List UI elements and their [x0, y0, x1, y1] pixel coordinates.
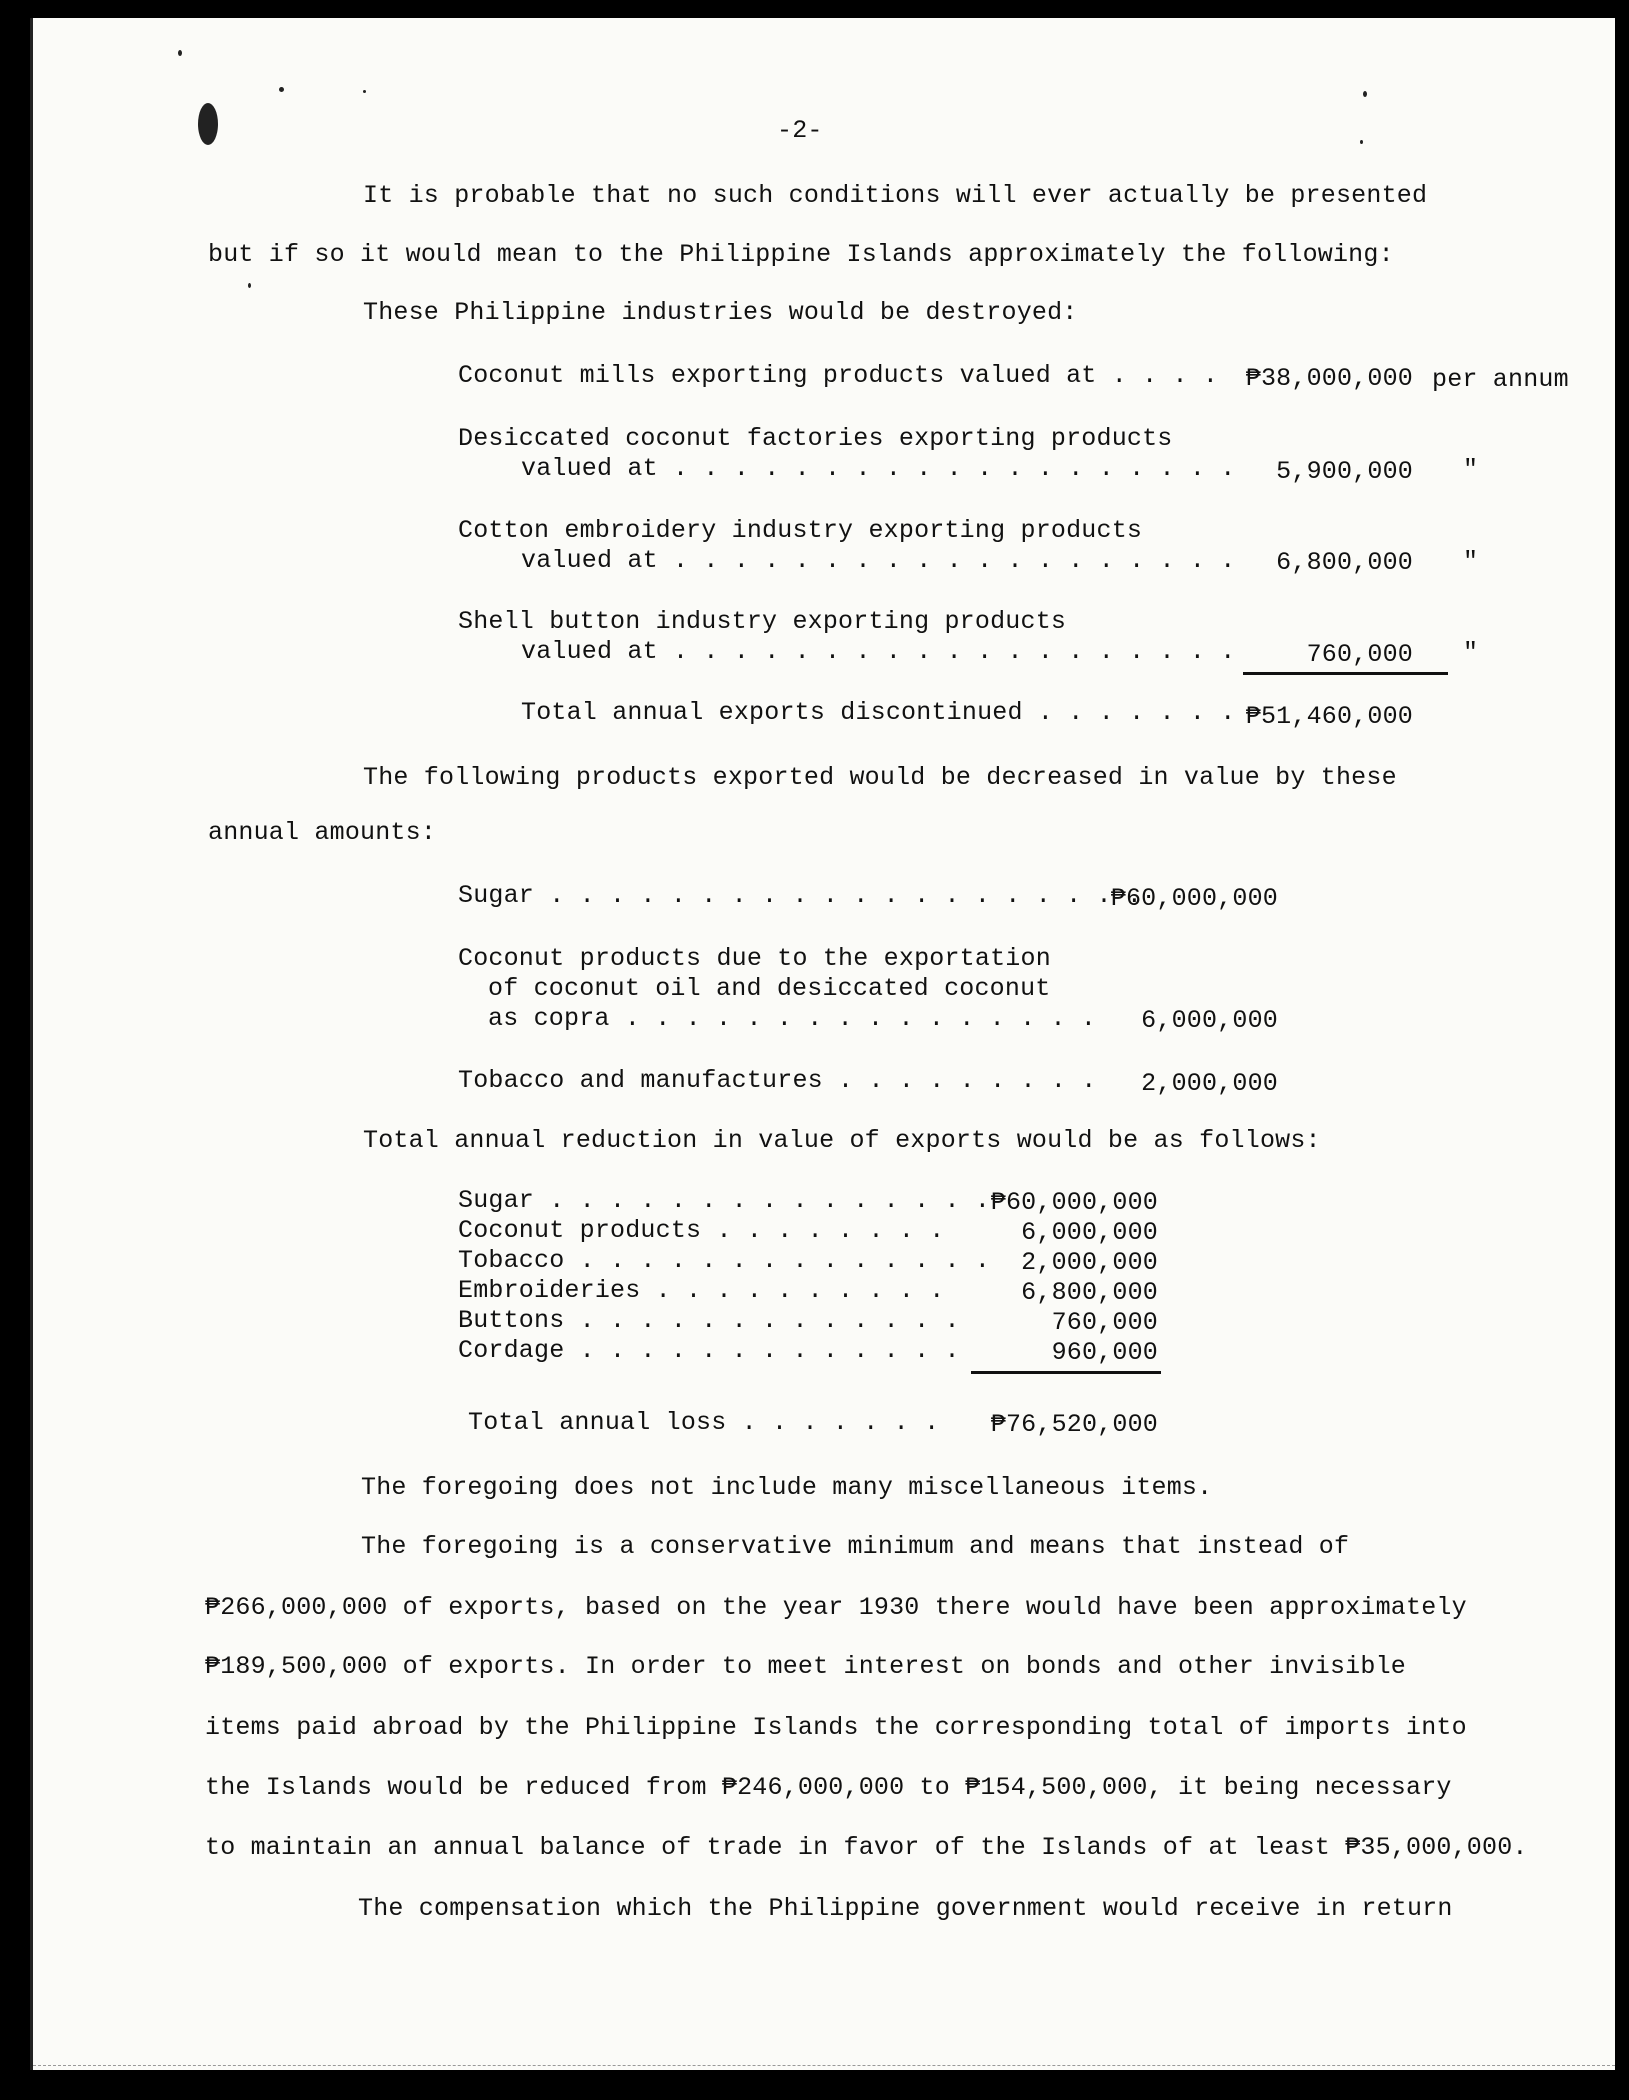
list-item-continuation: valued at . . . . . . . . . . . . . . . . . . . — [521, 454, 1236, 483]
paragraph-line: annual amounts: — [208, 818, 437, 847]
table-value: 960,000 — [1051, 1338, 1158, 1367]
paragraph-line: The following products exported would be decreased in value by these — [363, 763, 1397, 792]
sum-rule — [971, 1371, 1161, 1374]
ditto-mark: " — [1463, 638, 1479, 667]
ditto-mark: " — [1463, 547, 1479, 576]
table-value: 6,800,000 — [1021, 1278, 1158, 1307]
table-value: 6,000,000 — [1021, 1218, 1158, 1247]
paragraph-line: The compensation which the Philippine government would receive in return — [358, 1894, 1453, 1923]
total-value: ₱51,460,000 — [1245, 702, 1413, 731]
list-item-value: 2,000,000 — [1141, 1069, 1278, 1098]
total-value: ₱76,520,000 — [990, 1410, 1158, 1439]
table-row: Sugar . . . . . . . . . . . . . . . — [458, 1186, 991, 1215]
table-value: 760,000 — [1051, 1308, 1158, 1337]
list-item-continuation: valued at . . . . . . . . . . . . . . . . . . . — [521, 637, 1236, 666]
list-item-value: 6,800,000 — [1276, 548, 1413, 577]
list-item-value: ₱38,000,000 — [1245, 364, 1413, 393]
list-item: Desiccated coconut factories exporting products — [458, 424, 1173, 453]
ink-speck — [248, 283, 251, 288]
list-item-continuation: valued at . . . . . . . . . . . . . . . . . . . — [521, 546, 1236, 575]
page-edge — [33, 2065, 1615, 2070]
list-item-unit: per annum — [1432, 365, 1569, 394]
paragraph-line: the Islands would be reduced from ₱246,000,000 to ₱154,500,000, it being necessary — [205, 1773, 1452, 1802]
section-heading: Total annual reduction in value of exports would be as follows: — [363, 1126, 1321, 1155]
paragraph-line: ₱266,000,000 of exports, based on the year 1930 there would have been approximately — [205, 1593, 1467, 1622]
sum-rule — [1243, 672, 1448, 675]
table-row: Cordage . . . . . . . . . . . . . — [458, 1336, 960, 1365]
total-label: Total annual loss . . . . . . . — [468, 1408, 940, 1437]
total-label: Total annual exports discontinued . . . . . . . — [521, 698, 1236, 727]
table-row: Coconut products . . . . . . . . — [458, 1216, 945, 1245]
table-row: Embroideries . . . . . . . . . . — [458, 1276, 945, 1305]
paragraph-line: The foregoing is a conservative minimum and means that instead of — [361, 1532, 1350, 1561]
paragraph-line: ₱189,500,000 of exports. In order to meet interest on bonds and other invisible — [205, 1652, 1406, 1681]
list-item: Cotton embroidery industry exporting products — [458, 516, 1143, 545]
table-value: ₱60,000,000 — [990, 1188, 1158, 1217]
list-item-continuation: as copra . . . . . . . . . . . . . . . . — [488, 1004, 1097, 1033]
paragraph-line: to maintain an annual balance of trade in favor of the Islands of at least ₱35,000,000. — [205, 1833, 1528, 1862]
ink-speck — [1363, 91, 1367, 97]
paragraph-line: The foregoing does not include many miscellaneous items. — [361, 1473, 1213, 1502]
ink-speck — [363, 90, 366, 93]
list-item: Coconut products due to the exportation — [458, 944, 1051, 973]
list-item-value: 6,000,000 — [1141, 1006, 1278, 1035]
list-item-value: ₱60,000,000 — [1110, 884, 1278, 913]
list-item: Shell button industry exporting products — [458, 607, 1067, 636]
ink-speck — [1360, 140, 1363, 144]
table-row: Buttons . . . . . . . . . . . . . — [458, 1306, 960, 1335]
paragraph-line: but if so it would mean to the Philippine Islands approximately the following: — [208, 240, 1394, 269]
paragraph-line: It is probable that no such conditions will ever actually be presented — [363, 181, 1428, 210]
table-value: 2,000,000 — [1021, 1248, 1158, 1277]
ink-blot — [198, 103, 218, 145]
section-heading: These Philippine industries would be destroyed: — [363, 298, 1078, 327]
list-item-continuation: of coconut oil and desiccated coconut — [488, 974, 1051, 1003]
list-item-value: 760,000 — [1306, 640, 1413, 669]
ink-speck — [279, 87, 284, 92]
document-page — [30, 18, 1615, 2070]
list-item-value: 5,900,000 — [1276, 457, 1413, 486]
list-item: Tobacco and manufactures . . . . . . . . . — [458, 1066, 1097, 1095]
paragraph-line: items paid abroad by the Philippine Islands the corresponding total of imports into — [205, 1713, 1467, 1742]
ink-speck — [178, 50, 182, 56]
list-item: Coconut mills exporting products valued at . . . . — [458, 361, 1219, 390]
table-row: Tobacco . . . . . . . . . . . . . . — [458, 1246, 991, 1275]
ditto-mark: " — [1463, 455, 1479, 484]
list-item: Sugar . . . . . . . . . . . . . . . . . . . . — [458, 881, 1143, 910]
page-number: -2- — [777, 116, 823, 145]
